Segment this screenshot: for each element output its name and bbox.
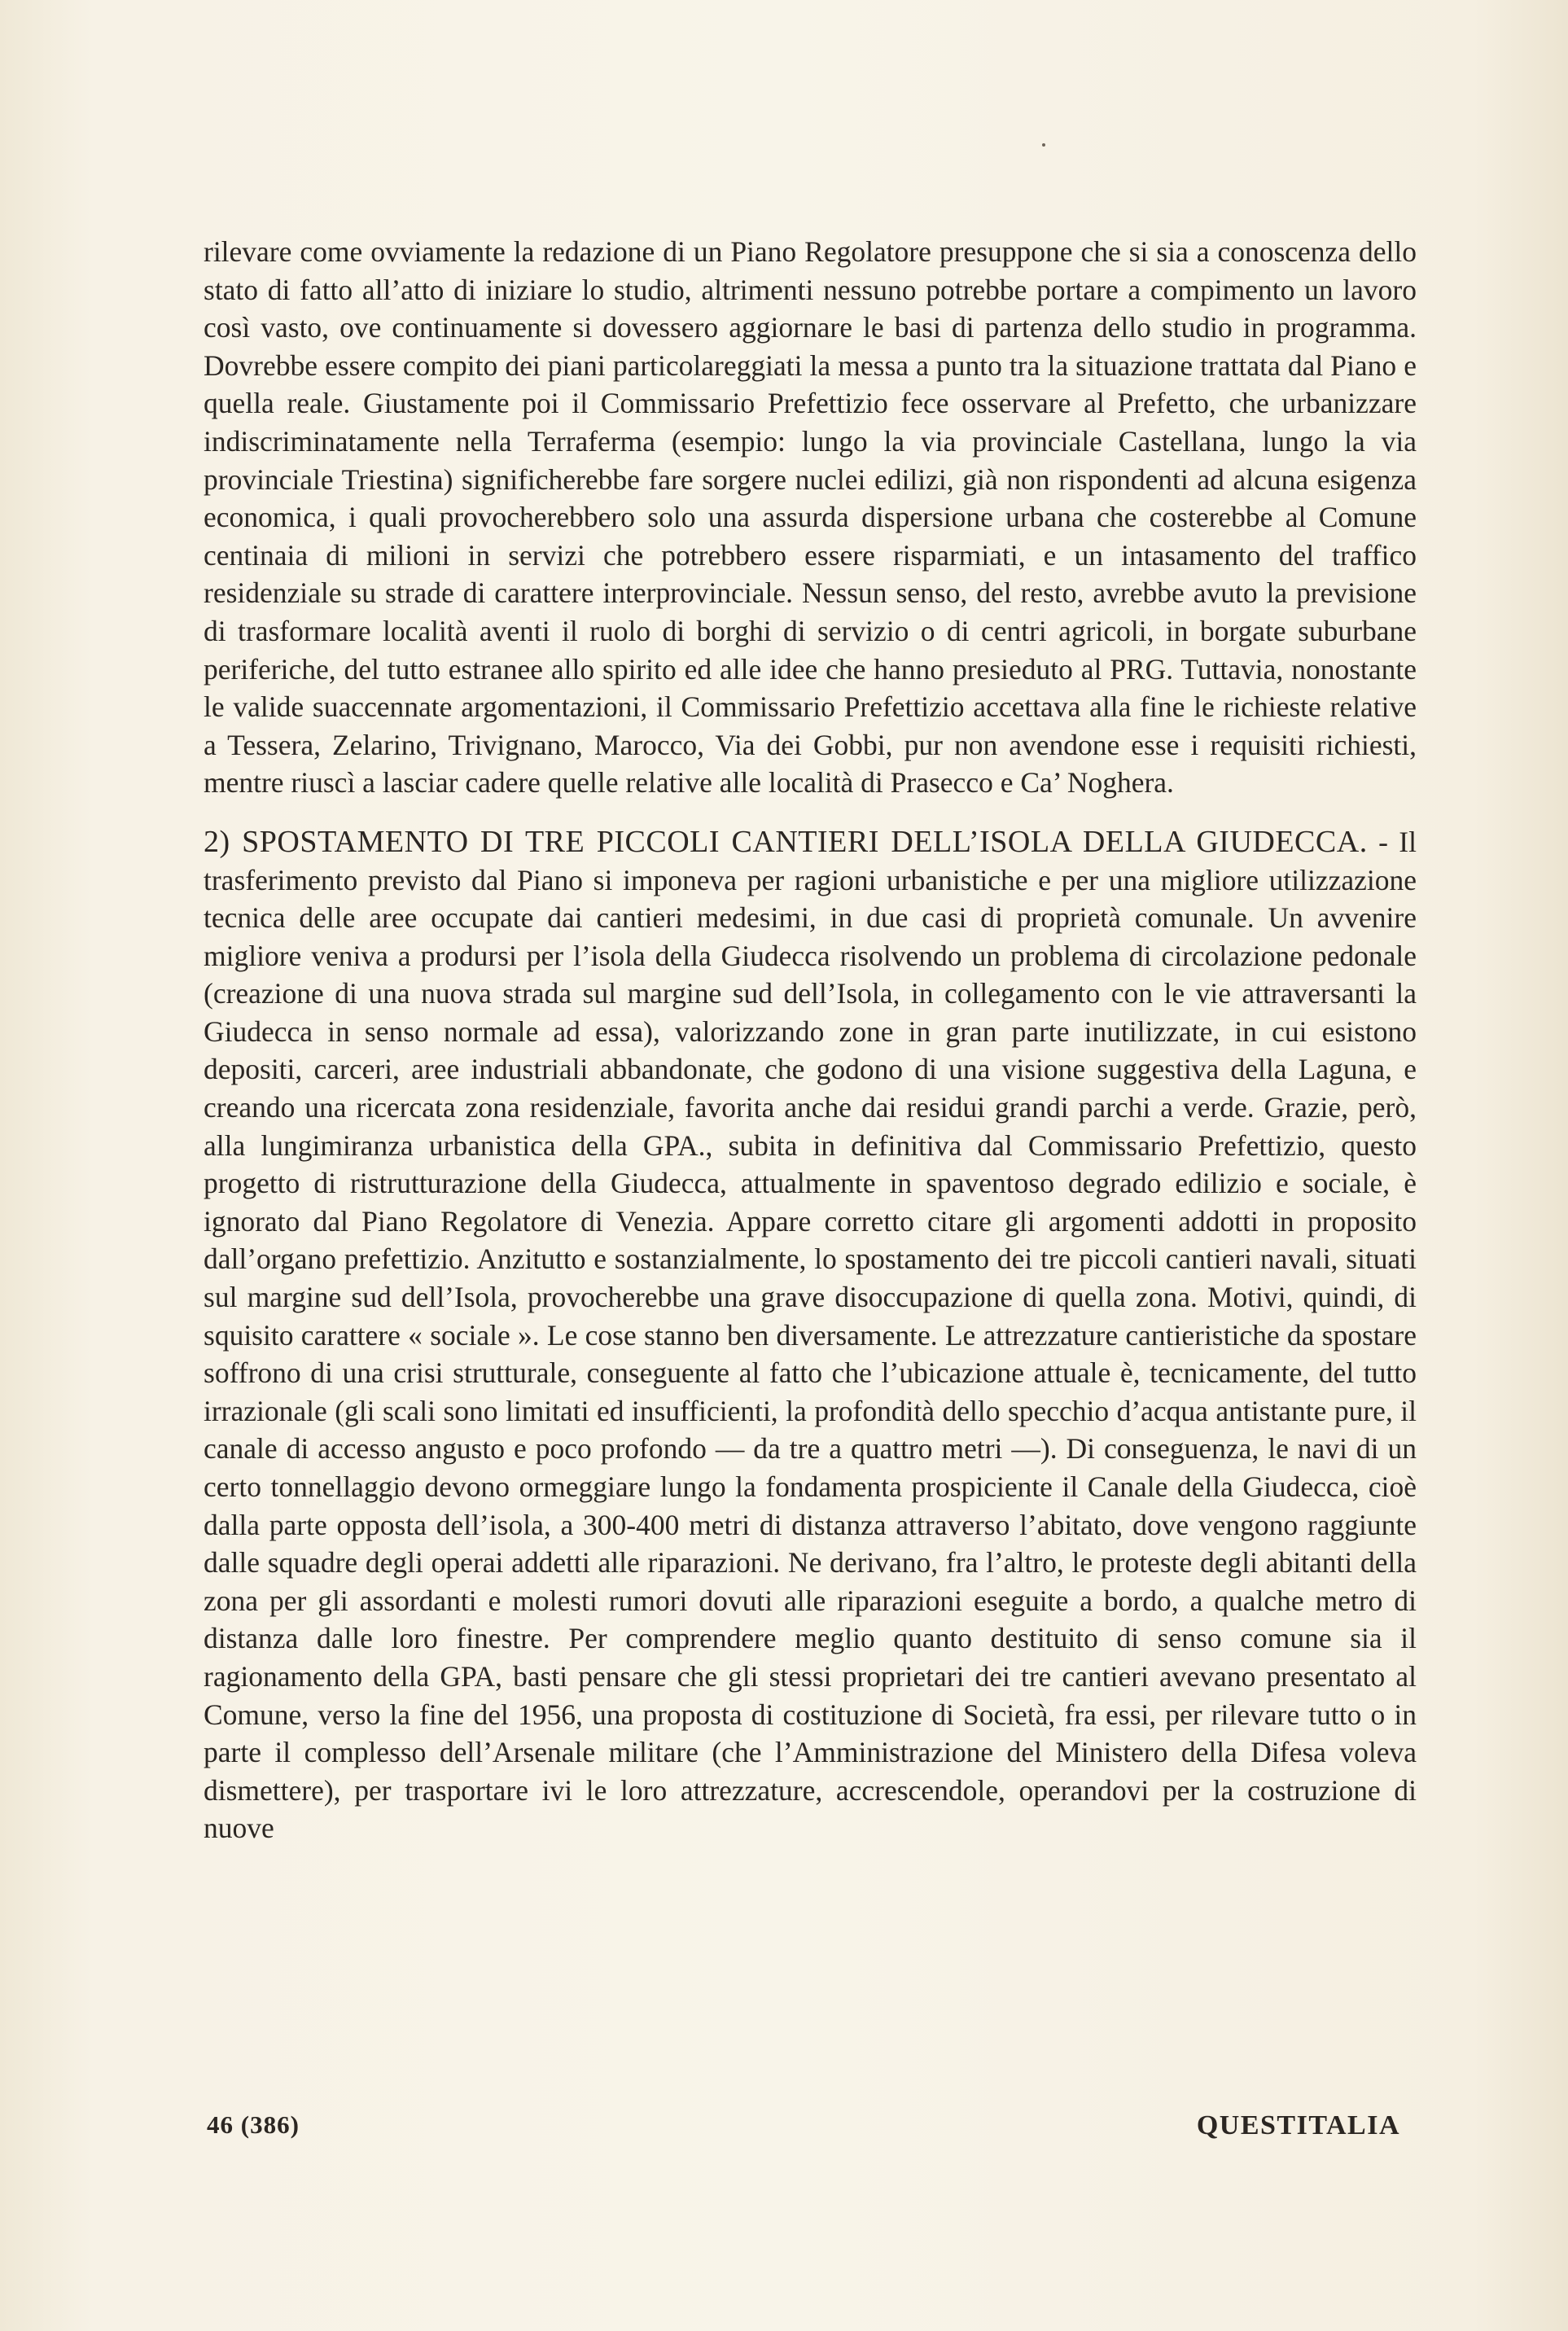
section-heading: 2) SPOSTAMENTO DI TRE PICCOLI CANTIERI DELL’ISOLA DELLA GIUDECCA. <box>204 824 1368 859</box>
paragraph-1 <box>204 233 1417 802</box>
paragraph-2-text: - Il trasferimento previsto dal Piano si imponeva per ragioni urbanistiche e per una migliore utilizzazione tecnica delle aree occupate dai cantieri medesimi, in due casi di proprietà comunale. Un avvenire migliore veniva a prodursi per l’isola della Giudecca risolvendo un problema di circolazione pedonale (creazione di una nuova strada sul margine sud dell’Isola, in collegamento con le vie attraversanti la Giudecca in senso normale ad essa), valorizzando zone in gran parte inutilizzate, in cui esistono depositi, carceri, aree industriali abbandonate, che godono di una visione suggestiva della Laguna, e creando una ricercata zona residenziale, favorita anche dai residui grandi parchi a verde. Grazie, però, alla lungimiranza urbanistica della GPA., subita in definitiva dal Commissario Prefettizio, questo progetto di ristrutturazione della Giudecca, attualmente in spaventoso degrado edilizio e sociale, è ignorato dal Piano Regolatore di Venezia. Appare corretto citare gli argomenti addotti in proposito dall’organo prefettizio. Anzitutto e sostanzialmente, lo spostamento dei tre piccoli cantieri navali, situati sul margine sud dell’Isola, provocherebbe una grave disoccupazione di quella zona. Motivi, quindi, di squisito carattere « sociale ». Le cose stanno ben diversamente. Le attrezzature cantieristiche da spostare soffrono di una crisi strutturale, conseguente al fatto che l’ubicazione attuale è, tecnicamente, del tutto irrazionale (gli scali sono limitati ed insufficienti, la profondità dello specchio d’acqua antistante pure, il canale di accesso angusto e poco profondo — da tre a quattro metri —). Di conseguenza, le navi di un certo tonnellaggio devono ormeggiare lungo la fondamenta prospiciente il Canale della Giudecca, cioè dalla parte opposta dell’isola, a 300-400 metri di distanza attraverso l’abitato, dove vengono raggiunte dalle squadre degli operai addetti alle riparazioni. Ne derivano, fra l’altro, le proteste degli abitanti della zona per gli assordanti e molesti rumori dovuti alle riparazioni eseguite a bordo, a qualche metro di distanza dalle loro finestre. Per comprendere meglio quanto destituito di senso comune sia il ragionamento della GPA, basti pensare che gli stessi proprietari dei tre cantieri avevano presentato al Comune, verso la fine del 1956, una proposta di costituzione di Società, fra essi, per rilevare tutto o in parte il complesso dell’Arsenale militare (che l’Amministrazione del Ministero della Difesa voleva dismettere), per trasportare ivi le loro attrezzature, accrescendole, operandovi per la costruzione di nuove <box>204 825 1417 1845</box>
paragraph-2 <box>204 823 1417 1847</box>
paper-speck <box>1042 143 1045 147</box>
page-number: 46 (386) <box>207 2110 300 2139</box>
journal-name: QUESTITALIA <box>1196 2110 1400 2140</box>
paragraph-1-text: rilevare come ovviamente la redazione di un Piano Regolatore presuppone che si sia a conoscenza dello stato di fatto all’atto di iniziare lo studio, altrimenti nessuno potrebbe portare a compimento un lavoro così vasto, ove continuamente si dovessero aggiornare le basi di partenza dello studio in programma. Dovrebbe essere compito dei piani particolareggiati la messa a punto tra la situazione trattata dal Piano e quella reale. Giustamente poi il Commissario Prefettizio fece osservare al Prefetto, che urbanizzare indiscriminatamente nella Terraferma (esempio: lungo la via provinciale Castellana, lungo la via provinciale Triestina) significherebbe fare sorgere nuclei edilizi, già non rispondenti ad alcuna esigenza economica, i quali provocherebbero solo una assurda dispersione urbana che costerebbe al Comune centinaia di milioni in servizi che potrebbero essere risparmiati, e un intasamento del traffico residenziale su strade di carattere interprovinciale. Nessun senso, del resto, avrebbe avuto la previsione di trasformare località aventi il ruolo di borghi di servizio o di centri agricoli, in borgate suburbane periferiche, del tutto estranee allo spirito ed alle idee che hanno presieduto al PRG. Tuttavia, nonostante le valide suaccennate argomentazioni, il Commissario Prefettizio accettava alla fine le richieste relative a Tessera, Zelarino, Trivignano, Marocco, Via dei Gobbi, pur non avendone esse i requisiti richiesti, mentre riuscì a lasciar cadere quelle relative alle località di Prasecco e Ca’ Noghera. <box>204 235 1417 800</box>
body-text <box>204 233 1417 1847</box>
page-footer <box>0 2110 1568 2151</box>
